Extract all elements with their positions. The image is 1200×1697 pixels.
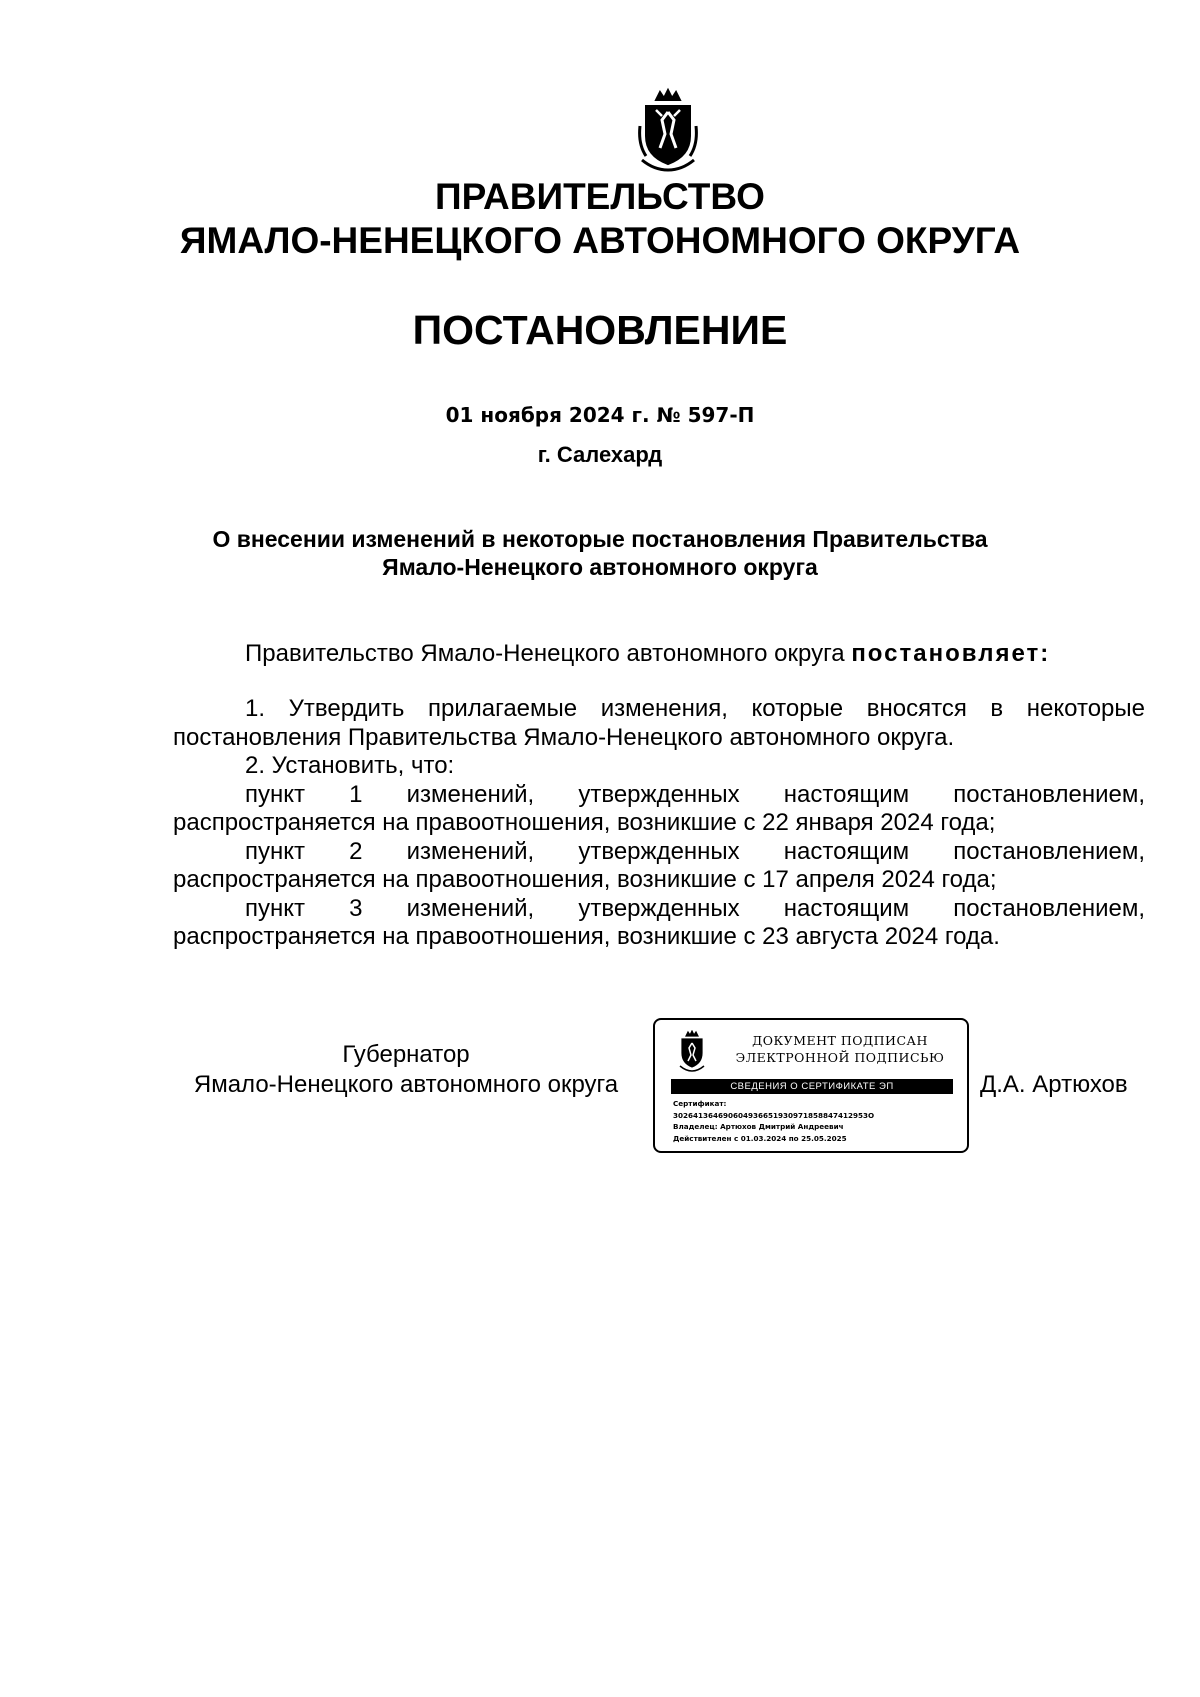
document-subject [0, 525, 1200, 581]
stamp-title [715, 1032, 965, 1066]
document-city: г. Салехард [537, 442, 663, 467]
stamp-certificate-info [673, 1098, 963, 1144]
intro-keyword: постановляет: [851, 640, 1051, 667]
clause-2-item-2: пункт 2 изменений, утвержденных настоящим постановлением, распространяется на правоотношения, возникшие с 17 апреля 2024 года; [173, 837, 1145, 893]
organization-name: ПРАВИТЕЛЬСТВО [435, 176, 765, 217]
signatory-region: Ямало-Ненецкого автономного округа [193, 1071, 619, 1098]
organization-region: ЯМАЛО-НЕНЕЦКОГО АВТОНОМНОГО ОКРУГА [179, 220, 1021, 261]
subject-line: Ямало-Ненецкого автономного округа [382, 554, 818, 580]
signatory-position [160, 1040, 652, 1100]
clause-2-item-1: пункт 1 изменений, утвержденных настоящим постановлением, распространяется на правоотношения, возникшие с 22 января 2024 года; [173, 780, 1145, 836]
coat-of-arms-icon [677, 1030, 707, 1072]
intro-paragraph [173, 640, 1145, 669]
stamp-title-line: ЭЛЕКТРОННОЙ ПОДПИСЬЮ [735, 1050, 945, 1065]
clause-2-item-3: пункт 3 изменений, утвержденных настоящим постановлением, распространяется на правоотношения, возникшие с 23 августа 2024 года. [173, 894, 1145, 950]
signatory-title: Губернатор [342, 1041, 470, 1068]
document-type: ПОСТАНОВЛЕНИЕ [412, 307, 788, 353]
clause-2: 2. Установить, что: [245, 752, 455, 779]
clause-1: 1. Утвердить прилагаемые изменения, которые вносятся в некоторые постановления Правительства Ямало-Ненецкого автономного округа. [173, 695, 1145, 751]
certificate-owner: Владелец: Артюхов Дмитрий Андреевич [673, 1122, 844, 1131]
signatory-name: Д.А. Артюхов [980, 1071, 1128, 1098]
resolution-clauses [173, 695, 1145, 952]
document-date-number: 01 ноября 2024 г. № 597-П [445, 403, 755, 427]
stamp-title-line: ДОКУМЕНТ ПОДПИСАН [752, 1033, 928, 1048]
coat-of-arms-icon [634, 86, 702, 172]
stamp-certificate-bar: СВЕДЕНИЯ О СЕРТИФИКАТЕ ЭП [671, 1079, 953, 1094]
intro-text: Правительство Ямало-Ненецкого автономного округа [245, 640, 852, 667]
certificate-number: 302641364690604936651930971858847412953О [673, 1110, 875, 1120]
electronic-signature-stamp [653, 1018, 969, 1153]
certificate-validity: Действителен с 01.03.2024 по 25.05.2025 [673, 1133, 847, 1143]
subject-line: О внесении изменений в некоторые постановления Правительства [212, 526, 988, 552]
certificate-label: Сертификат: [673, 1099, 727, 1108]
